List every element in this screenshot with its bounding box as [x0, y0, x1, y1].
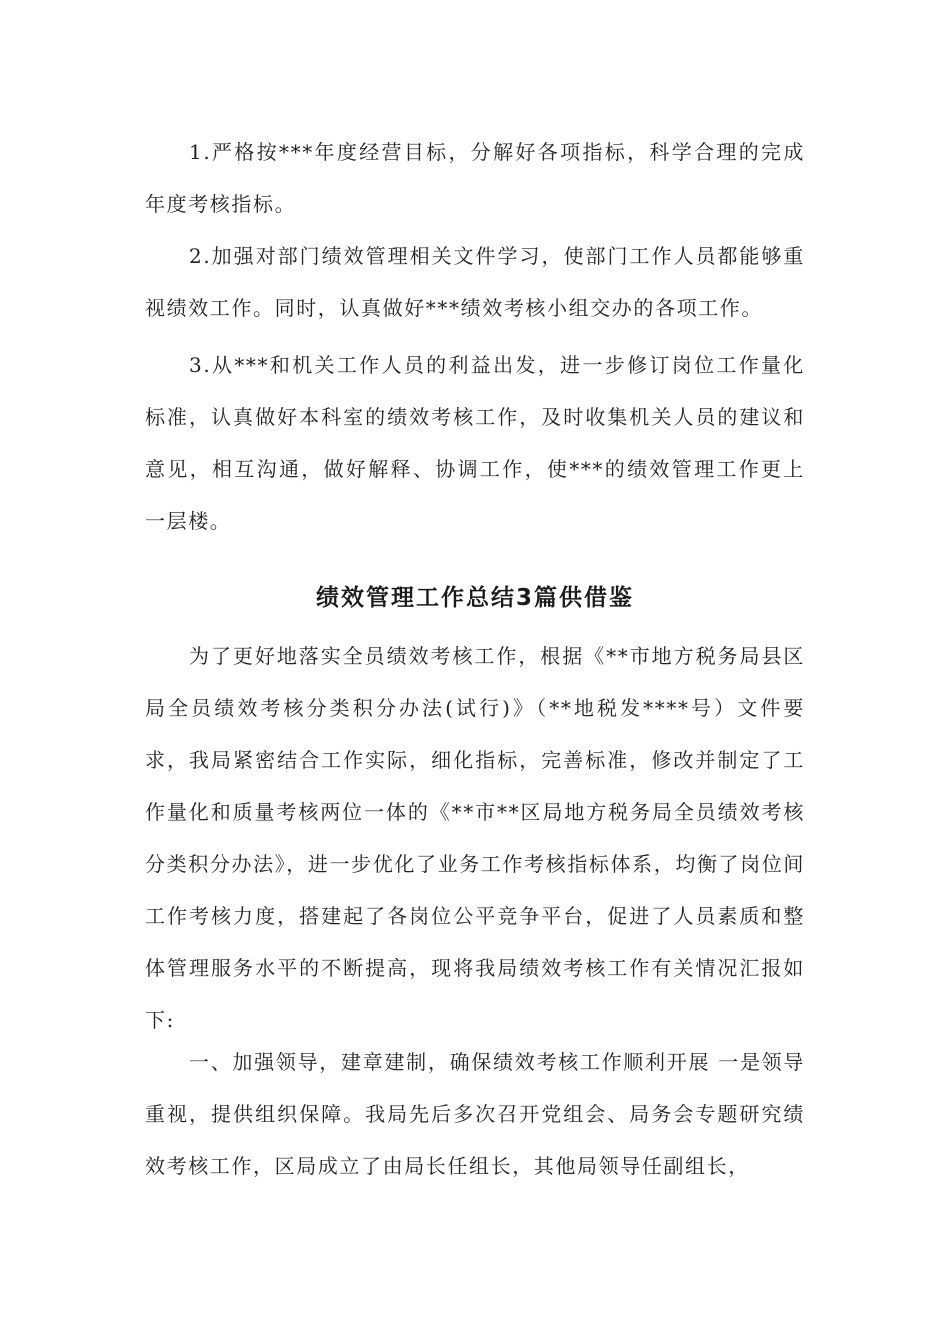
- paragraph-item-3: 3.从***和机关工作人员的利益出发，进一步修订岗位工作量化标准，认真做好本科室的绩效考核工作，及时收集机关人员的建议和意见，相互沟通，做好解释、协调工作，使***的绩效管理工作更上一层楼。: [145, 353, 805, 533]
- intro-paragraph: 为了更好地落实全员绩效考核工作，根据《**市地方税务局县区局全员绩效考核分类积分办法(试行)》（**地税发****号）文件要求，我局紧密结合工作实际，细化指标，完善标准，修改并制定了工作量化和质量考核两位一体的《**市**区局地方税务局全员绩效考核分类积分办法》，进一步优化了业务工作考核指标体系，均衡了岗位间工作考核力度，搭建起了各岗位公平竞争平台，促进了人员素质和整体管理服务水平的不断提高，现将我局绩效考核工作有关情况汇报如下:: [145, 644, 805, 1032]
- paragraph-item-1: 1.严格按***年度经营目标，分解好各项指标，科学合理的完成年度考核指标。: [145, 140, 805, 216]
- section-title: 绩效管理工作总结3篇供借鉴: [315, 585, 634, 611]
- paragraph-item-2: 2.加强对部门绩效管理相关文件学习，使部门工作人员都能够重视绩效工作。同时，认真做好***绩效考核小组交办的各项工作。: [145, 244, 805, 320]
- section-one-paragraph: 一、加强领导，建章建制，确保绩效考核工作顺利开展 一是领导重视，提供组织保障。我局先后多次召开党组会、局务会专题研究绩效考核工作，区局成立了由局长任组长，其他局领导任副组长，: [145, 1050, 805, 1178]
